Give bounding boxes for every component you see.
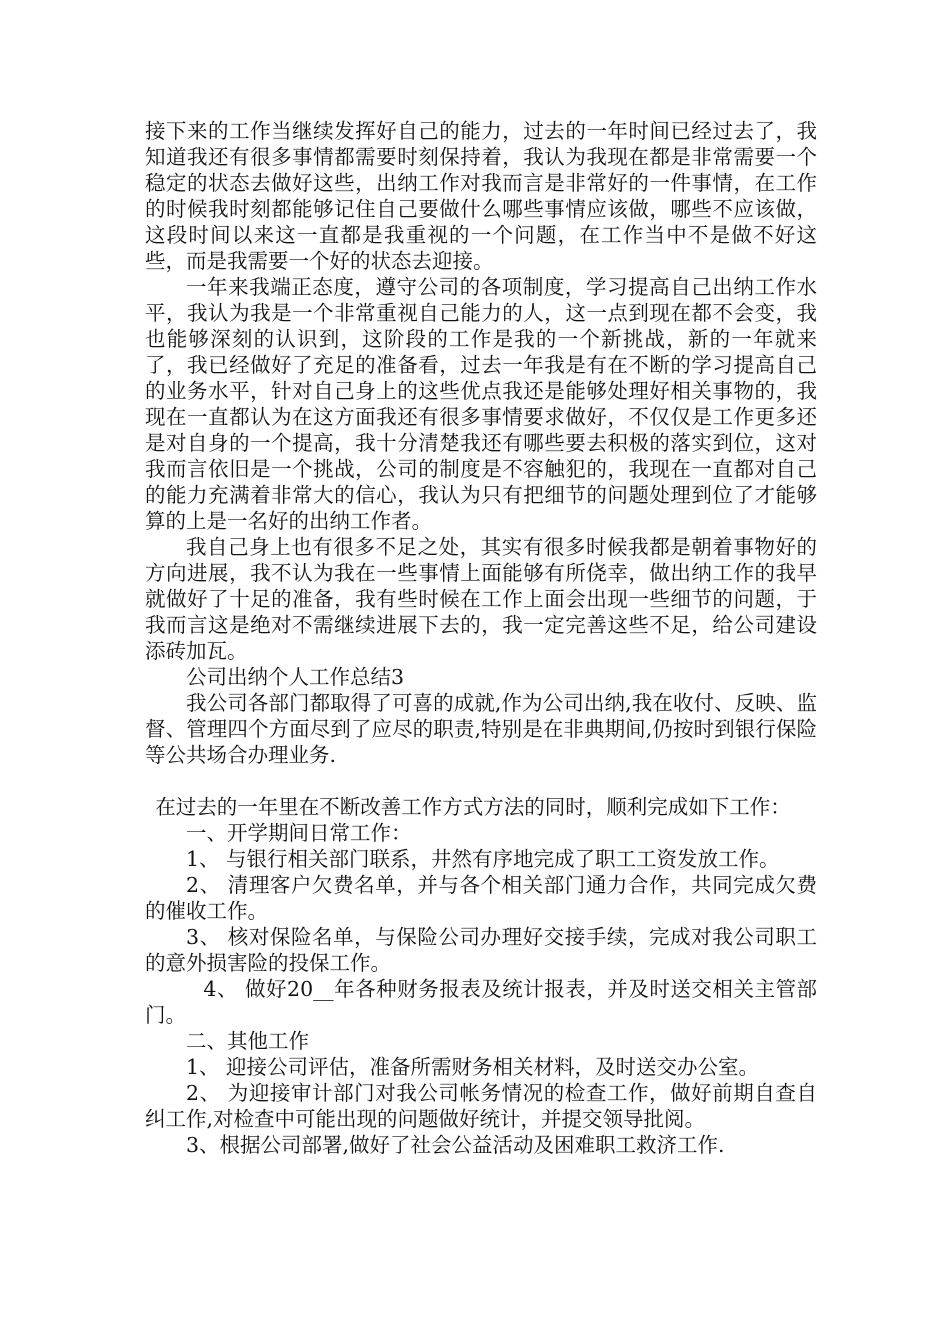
- list-item: 1、 迎接公司评估，准备所需财务相关材料，及时送交办公室。: [186, 1055, 760, 1079]
- section-heading: 公司出纳个人工作总结3: [186, 665, 405, 689]
- paragraph-intro-list: 在过去的一年里在不断改善工作方式方法的同时，顺利完成如下工作：: [155, 795, 791, 819]
- paragraph-achievements: 我公司各部门都取得了可喜的成就,作为公司出纳,我在收付、反映、监督、管理四个方面尽到了应尽的职责,特别是在非典期间,仍按时到银行保险等公共场合办理业务.: [145, 691, 817, 767]
- list-item: 3、 核对保险名单，与保险公司办理好交接手续，完成对我公司职工的意外损害险的投保工作。: [145, 925, 817, 975]
- list-item: 3、根据公司部署,做好了社会公益活动及困难职工救济工作.: [186, 1133, 725, 1157]
- list-item: 4、 做好20__年各种财务报表及统计报表，并及时送交相关主管部门。: [145, 977, 817, 1027]
- paragraph-shortcomings: 我自己身上也有很多不足之处，其实有很多时候我都是朝着事物好的方向进展，我不认为我在一些事情上面能够有所侥幸，做出纳工作的我早就做好了十足的准备，我有些时候在工作上面会出现一些细节的问题，于我而言这是绝对不需继续进展下去的，我一定完善这些不足，给公司建设添砖加瓦。: [145, 535, 817, 663]
- list-item: 1、 与银行相关部门联系，井然有序地完成了职工工资发放工作。: [186, 847, 780, 871]
- paragraph-continuation: 接下来的工作当继续发挥好自己的能力，过去的一年时间已经过去了，我知道我还有很多事情都需要时刻保持着，我认为我现在都是非常需要一个稳定的状态去做好这些，出纳工作对我而言是非常好的一件事情，在工作的时候我时刻都能够记住自己要做什么哪些事情应该做，哪些不应该做，这段时间以来这一直都是我重视的一个问题，在工作当中不是做不好这些，而是我需要一个好的状态去迎接。: [145, 119, 817, 273]
- list-item: 2、 为迎接审计部门对我公司帐务情况的检查工作，做好前期自查自纠工作,对检查中可能出现的问题做好统计，并提交领导批阅。: [145, 1081, 817, 1131]
- paragraph-attitude: 一年来我端正态度，遵守公司的各项制度，学习提高自己出纳工作水平，我认为我是一个非常重视自己能力的人，这一点到现在都不会变，我也能够深刻的认识到，这阶段的工作是我的一个新挑战，新的一年就来了，我已经做好了充足的准备看，过去一年我是有在不断的学习提高自己的业务水平，针对自己身上的这些优点我还是能够处理好相关事物的，我现在一直都认为在这方面我还有很多事情要求做好，不仅仅是工作更多还是对自身的一个提高，我十分清楚我还有哪些要去积极的落实到位，这对我而言依旧是一个挑战，公司的制度是不容触犯的，我现在一直都对自己的能力充满着非常大的信心，我认为只有把细节的问题处理到位了才能够算的上是一名好的出纳工作者。: [145, 275, 817, 533]
- list-item: 2、 清理客户欠费名单，并与各个相关部门通力合作，共同完成欠费的催收工作。: [145, 873, 817, 923]
- list-heading-other-work: 二、其他工作: [186, 1029, 309, 1053]
- list-heading-daily-work: 一、开学期间日常工作：: [186, 821, 412, 845]
- document-body: [145, 118, 817, 1158]
- blank-line: [145, 768, 817, 794]
